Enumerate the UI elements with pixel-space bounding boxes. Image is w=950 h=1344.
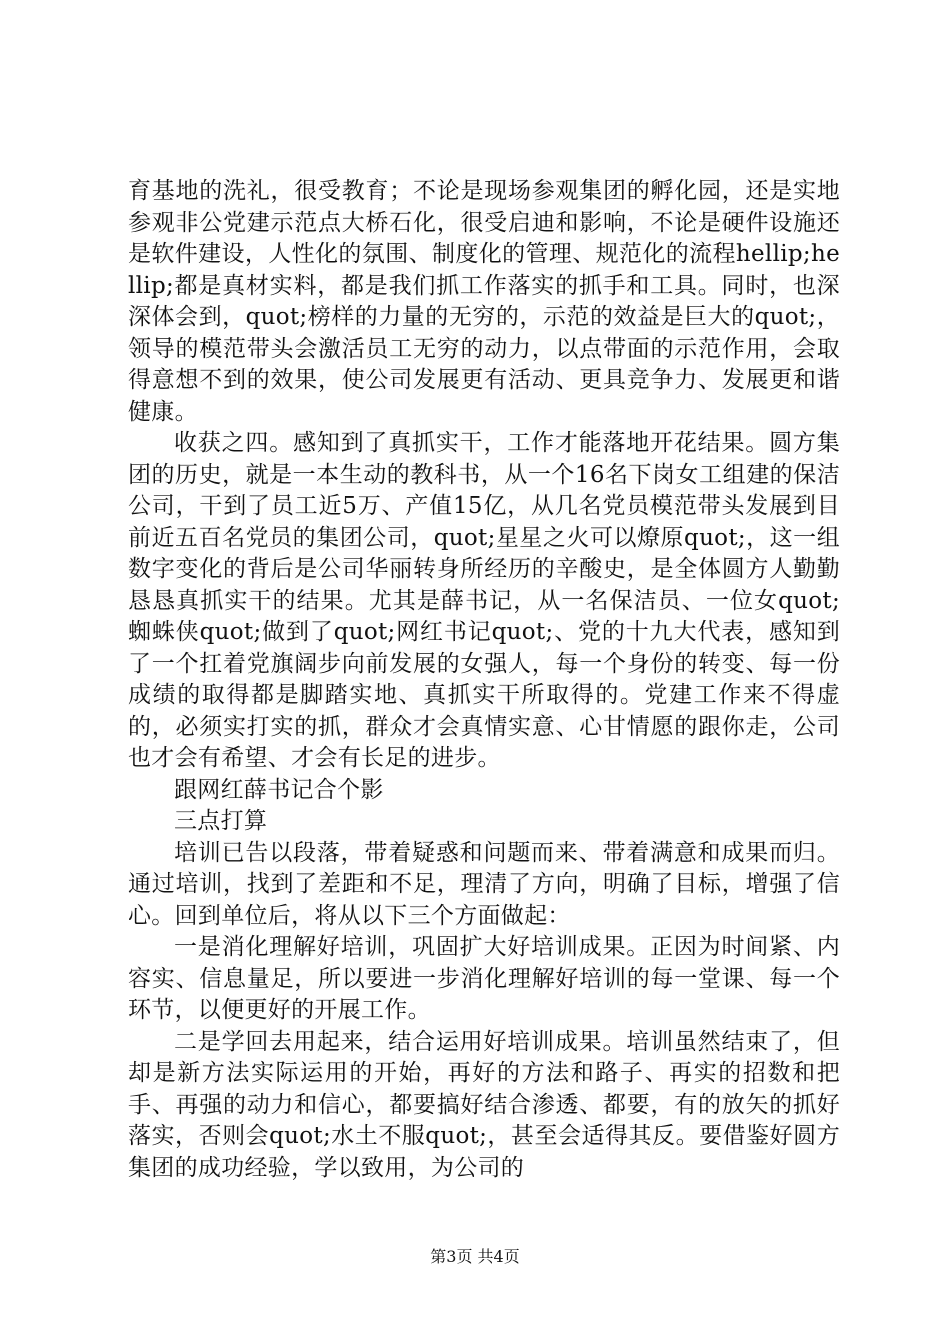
paragraph-2: 收获之四。感知到了真抓实干，工作才能落地开花结果。圆方集团的历史，就是一本生动的教科书，从一个16名下岗女工组建的保洁公司，干到了员工近5万、产值15亿，从几名党员模范带头发展到目前近五百名党员的集团公司，quot;星星之火可以燎原quot;，这一组数字变化的背后是公司华丽转身所经历的辛酸史，是全体圆方人勤勤恳恳真抓实干的结果。尤其是薛书记，从一名保洁员、一位女quot;蜘蛛侠quot;做到了quot;网红书记quot;、党的十九大代表，感知到了一个扛着党旗阔步向前发展的女强人，每一个身份的转变、每一份成绩的取得都是脚踏实地、真抓实干所取得的。党建工作来不得虚的，必须实打实的抓，群众才会真情实意、心甘情愿的跟你走，公司也才会有希望、才会有长足的进步。	[128, 430, 840, 771]
page-number-footer: 第3页 共4页	[430, 1247, 520, 1266]
section-heading: 三点打算	[174, 808, 268, 834]
paragraph-1: 育基地的洗礼，很受教育；不论是现场参观集团的孵化园，还是实地参观非公党建示范点大桥石化，很受启迪和影响，不论是硬件设施还是软件建设，人性化的氛围、制度化的管理、规范化的流程hellip;hellip;都是真材实料，都是我们抓工作落实的抓手和工具。同时，也深深体会到，quot;榜样的力量的无穷的，示范的效益是巨大的quot;，领导的模范带头会激活员工无穷的动力，以点带面的示范作用，会取得意想不到的效果，使公司发展更有活动、更具竞争力、发展更和谐健康。	[128, 178, 840, 425]
paragraph-7: 二是学回去用起来，结合运用好培训成果。培训虽然结束了，但却是新方法实际运用的开始，再好的方法和路子、再实的招数和把手、再强的动力和信心，都要搞好结合渗透、都要，有的放矢的抓好落实，否则会quot;水土不服quot;，甚至会适得其反。要借鉴好圆方集团的成功经验，学以致用，为公司的	[128, 1028, 840, 1181]
paragraph-6: 一是消化理解好培训，巩固扩大好培训成果。正因为时间紧、内容实、信息量足，所以要进一步消化理解好培训的每一堂课、每一个环节，以便更好的开展工作。	[128, 934, 840, 1023]
paragraph-3: 跟网红薛书记合个影	[174, 776, 384, 803]
document-body	[128, 176, 840, 1184]
paragraph-5: 培训已告以段落，带着疑惑和问题而来、带着满意和成果而归。通过培训，找到了差距和不足，理清了方向，明确了目标，增强了信心。回到单位后，将从以下三个方面做起：	[128, 839, 840, 929]
